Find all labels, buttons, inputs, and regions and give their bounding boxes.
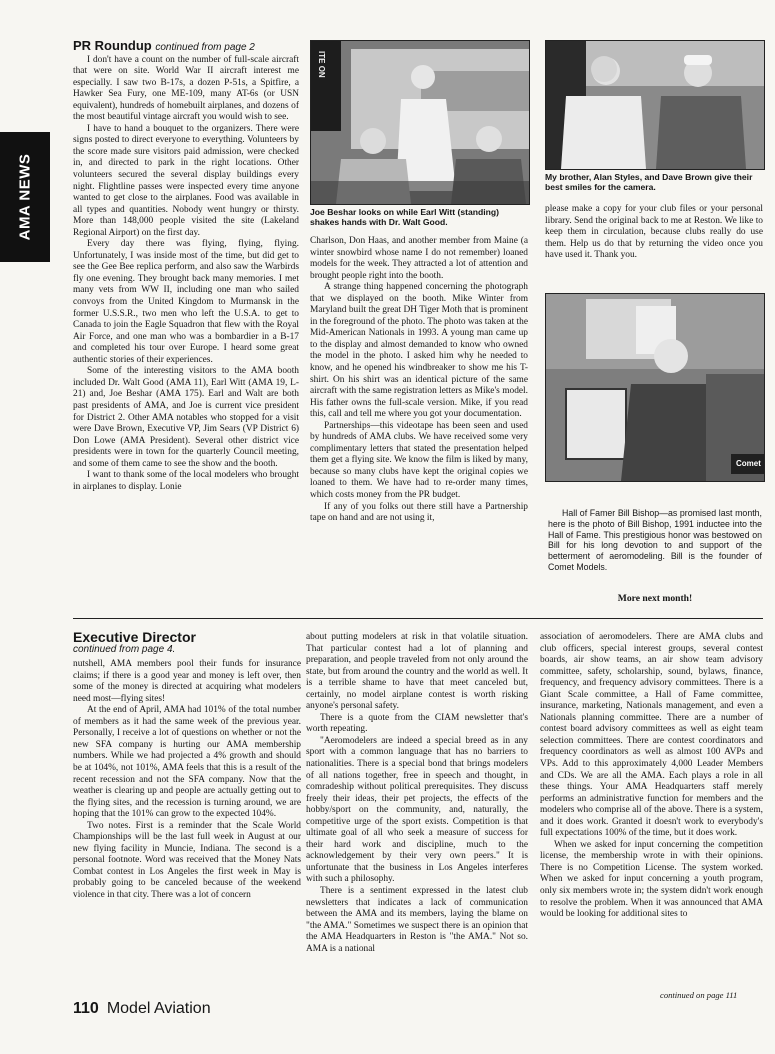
pr-paragraph: Charlson, Don Haas, and another member from Maine (a winter snowbird whose name I do not remember) loaned models for the week. They attracted a lot of attention and brought people right into the booth. [310,236,528,281]
pr-paragraph: I don't have a count on the number of full-scale aircraft that were on site. World War II aircraft interest me especially. I saw two B-17s, a dozen P-51s, a Spitfire, a Hawker Sea Fury, one ME-109, many AT-6s (or USN equivalent), hundreds of homebuilt airplanes, and dozens of the most beautiful vintage aircraft you would wish to see. [73,54,299,123]
continued-on-page: continued on page 111 [660,990,738,1000]
bishop-caption [548,508,762,573]
photo-bill-bishop [545,293,765,482]
pr-paragraph: If any of you folks out there still have a Partnership tape on hand and are not using it, [310,501,528,524]
pr-column-3 [545,204,763,284]
photo-beshar-witt-good [310,40,530,205]
exec-title: Executive Director [73,632,196,645]
exec-paragraph: Two notes. First is a reminder that the Scale World Championships will be the last full week in August at our new flying facility in Muncie, Indiana. The second is a personal footnote. Word was received that the Money Nats Combat contest in Los Angeles the first week in May is probably going to be canceled because of the weekend violence in that city. There was a lot of concern [73,820,301,901]
exec-column-1 [73,632,301,994]
exec-column-2 [306,632,528,994]
page-footer [73,1000,211,1018]
exec-column-3 [540,632,763,986]
exec-paragraph: "Aeromodelers are indeed a special breed as in any sport with a common language that has no barriers to nationalities. There is a special bond that brings modelers of all nations together, free in speech and thought, in comradeship without political prerequisites. They discuss freely their ideas, their pet projects, the effects of the hobby/sport on the community, and, naturally, the competitive urge of the sport exists. Competition is that ultimate goal of all who seek a measure of success for their hard work and discipline, much to the acknowledgement by their very own peers." It is unfortunate that the business in Los Angeles interferes with such a philosophy. [306,735,528,885]
pr-heading [73,40,299,54]
pr-column-2 [310,236,528,608]
photo-styles-brown [545,40,765,170]
more-next-month: More next month! [617,593,693,604]
pr-paragraph: A strange thing happened concerning the photograph that we displayed on the booth. Mike Winter from Maryland built the great DH Tiger Moth that is prominent in the foreground of the photo. The photo was taken at the Mid-American Nationals in 1993. A young man came up to the display and almost demanded to know who owned the model in the photo. I asked him why he needed to know, and he opened his windbreaker to show me his T-shirt. On his shirt was an identical picture of the same aircraft with the same registration letters as Mike's model. His father owns the full-scale version. Mike, if you read this, call and tell me where you got your documentation. [310,282,528,420]
exec-paragraph: nutshell, AMA members pool their funds for insurance claims; if there is a good year and money is left over, then some of the money is directed at acquiring what modelers need most—flying sites! [73,659,301,704]
page-number: 110 [73,1000,99,1017]
exec-paragraph: When we asked for input concerning the competition license, the membership wrote in with their opinions. There is no Competition License. The system worked. When we asked for input concerning a youth program, only six members wrote in; the system didn't work enough to resolve the problem. When it was announced that AMA would be looking for additional sites to [540,839,763,920]
exec-paragraph: There is a sentiment expressed in the latest club newsletters that indicates a lack of communication between the AMA and its members, laying the blame on "the AMA." Sometimes we suspect there is an opinion that the AMA Headquarters in Reston is "the AMA." Not so. AMA is a national [306,886,528,954]
pr-paragraph: I have to hand a bouquet to the organizers. There were signs posted to direct everyone to everything. Volunteers by the score made sure visitors paid admission, were checked in, and directed to park in the right locations. Other volunteers secured the several display buildings every night. Flightline passes were inspected every time anyone wanted to get close to the airplanes. Food was available in all types and quantities. Nobody went hungry or thirsty. More than 148,000 people visited the site (Lakeland Regional Airport) on the first day. [73,123,299,238]
exec-continued: continued from page 4. [73,643,176,655]
pr-paragraph: Partnerships—this videotape has been seen and used by hundreds of AMA clubs. We have received some very complimentary letters that stated the presentation helped them get a flying site. We know the film is liked by many, because so many clubs have kept the original copies we loaned to them. We have had to re-order many times, which costs money from the PR budget. [310,420,528,501]
pr-paragraph: Some of the interesting visitors to the AMA booth included Dr. Walt Good (AMA 11), Earl Witt (AMA 19, L-21) and, Joe Beshar (AMA 175). Earl and Walt are both past presidents of AMA, and Joe is current vice president for District 2. Other AMA notables who stopped for a visit were Dave Brown, Executive VP, Jim Sears (VP District 6) Don Lowe (AMA President). Several other district vice presidents were in town for the quarterly Council meeting, and some of them came to see the show and the booth. [73,366,299,469]
exec-paragraph: There is a quote from the CIAM newsletter that's worth repeating. [306,712,528,735]
bishop-caption-text: Hall of Famer Bill Bishop—as promised last month, here is the photo of Bill Bishop, 1991 inductee into the Hall of Fame. This prestigious honor was bestowed on Bill for his long devotion to and support of the betterment of aeromodeling. Bill is the founder of Comet Models. [548,508,762,572]
exec-paragraph: association of aeromodelers. There are AMA clubs and club officers, special interest groups, several contest boards, air show teams, an air show team advisory committee, safety, scholarship, sound, bylaws, finance, frequency, and frequency advisory committees. There is a Giant Scale committee, a Hall of Fame committee, insurance, marketing, Nationals management, and even a Nationals planning committee. There are a number of contest board advisory committees as well as eight team selection committees. There are contest coordinators and frequency coordinators as well as almost 100 AVPs and VPs. Add to this approximately 4,000 Leader Members and CDs. We are all the AMA. Each plays a role in all these things. Your AMA Headquarters staff merely performs an administrative function for members and the modelers who comprise all of the above. There is a system, and it does work. Granted it doesn't work to everybody's full expectations 100% of the time, but it does work. [540,632,763,839]
pr-continued: continued from page 2 [155,42,255,53]
exec-paragraph: At the end of April, AMA had 101% of the total number of members as it had the same week of the previous year. Personally, I receive a lot of questions on whether or not the new SFA company is hurting our AMA membership numbers. While we had projected a 4% growth and should be at 104%, not 101%, AMA feels that this is a result of the recent recession and not the SFA company. Now that the weather is clearing up and people are actually getting out to the flying sites, and the recession is turning around, we are hoping that the 101% can grow to the expected 104%. [73,705,301,820]
photo-scene-3 [546,294,764,481]
pr-paragraph: please make a copy for your club files or your personal library. Send the original back to me at Reston. We like to keep them in circulation, because clubs really do use them. Help us do that by returning the video once you have used it. Thank you. [545,204,763,261]
section-divider [73,618,763,619]
pr-paragraph: Every day there was flying, flying, flying. Unfortunately, I was inside most of the time, but did get to see the Gee Bee replica perform, and also saw the Warbirds fly one evening. They brought back many memories. I met many vets from WW II, including one man who sailed convoys from the United Kingdom to Murmansk in the former U.S.S.R., two men who left the U.S.A. to get to Canada to join the Eagle Squadron that flew with the Royal Air Force, and one man who was a bombardier in a B-17 and completed his tour over Europe. I heard some great authentic stories of their experiences. [73,239,299,365]
photo-comet-sign: Comet [736,459,761,468]
caption-photo-2: My brother, Alan Styles, and Dave Brown give their best smiles for the camera. [545,172,753,193]
pr-title: PR Roundup [73,40,152,53]
magazine-name: Model Aviation [106,1000,211,1017]
section-tab-label: AMA NEWS [16,153,34,241]
pr-paragraph: I want to thank some of the local modelers who brought in airplanes to display. Lonie [73,470,299,492]
exec-paragraph: about putting modelers at risk in that volatile situation. That particular contest had a lot of planning and preparation, and people traveled from not only around the state, but from around the country and the world as well. It is a terrible shame to have that meet canceled but, certainly, no model airplane contest is worth risking anyone's personal safety. [306,632,528,712]
photo-scene-1 [311,41,529,204]
photo-scene-2 [546,41,764,169]
photo-banner-text: ITE ON [317,51,326,78]
caption-photo-1: Joe Beshar looks on while Earl Witt (standing) shakes hands with Dr. Walt Good. [310,207,500,228]
pr-column-1 [73,40,299,610]
section-tab [0,132,50,262]
